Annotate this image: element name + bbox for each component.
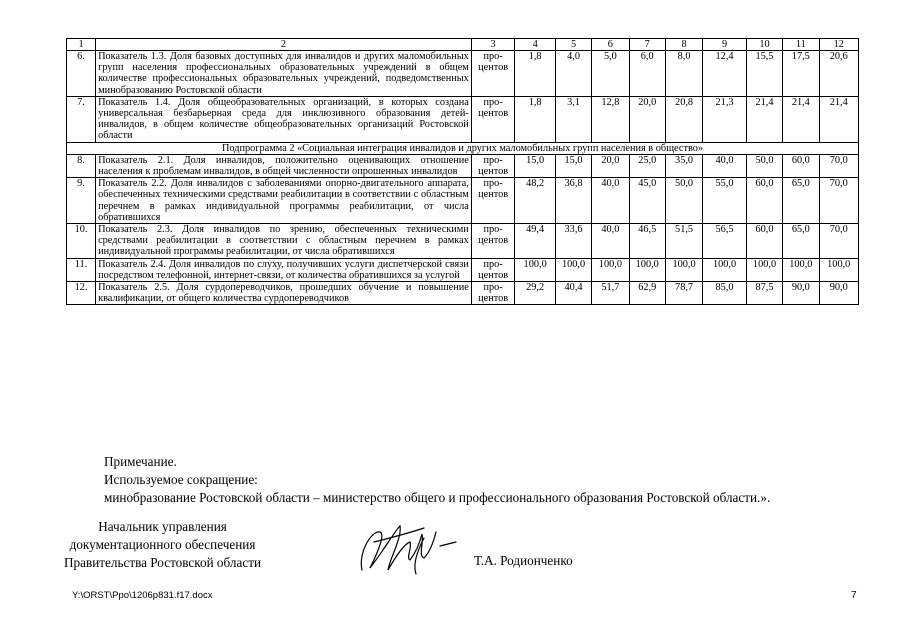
- row-number-cell: 7.: [67, 96, 96, 142]
- value-cell: 100,0: [629, 258, 665, 281]
- column-number-cell: 4: [515, 39, 555, 51]
- value-cell: 65,0: [783, 224, 819, 259]
- row-number-cell: 12.: [67, 282, 96, 305]
- indicator-text-cell: Показатель 2.3. Доля инвалидов по зрению, обеспеченных техническими средствами реабилитации в соответствии с областным перечнем в рамках индивидуальной программы реабилитации, от числа обратившихся: [96, 224, 472, 259]
- value-cell: 20,6: [819, 51, 859, 97]
- value-cell: 3,1: [555, 96, 591, 142]
- column-number-cell: 12: [819, 39, 859, 51]
- position-line-2: документационного обеспечения: [69, 537, 256, 552]
- value-cell: 8,0: [665, 51, 702, 97]
- column-number-cell: 11: [783, 39, 819, 51]
- indicators-table-container: [66, 38, 859, 305]
- value-cell: 48,2: [515, 178, 555, 224]
- value-cell: 100,0: [592, 258, 629, 281]
- value-cell: 12,8: [592, 96, 629, 142]
- value-cell: 100,0: [555, 258, 591, 281]
- value-cell: 100,0: [746, 258, 782, 281]
- unit-cell: про-центов: [471, 154, 515, 177]
- value-cell: 6,0: [629, 51, 665, 97]
- column-number-row: [67, 39, 859, 51]
- subprogram-title: Подпрограмма 2 «Социальная интеграция инвалидов и других маломобильных групп населения в общество»: [67, 142, 859, 154]
- value-cell: 100,0: [783, 258, 819, 281]
- column-number-cell: 9: [703, 39, 747, 51]
- value-cell: 56,5: [703, 224, 747, 259]
- value-cell: 25,0: [629, 154, 665, 177]
- value-cell: 40,0: [703, 154, 747, 177]
- column-number-cell: 1: [67, 39, 96, 51]
- value-cell: 45,0: [629, 178, 665, 224]
- value-cell: 90,0: [783, 282, 819, 305]
- unit-cell: про-центов: [471, 51, 515, 97]
- value-cell: 21,4: [783, 96, 819, 142]
- value-cell: 4,0: [555, 51, 591, 97]
- value-cell: 50,0: [665, 178, 702, 224]
- row-number-cell: 6.: [67, 51, 96, 97]
- abbreviation-heading: Используемое сокращение:: [104, 472, 258, 487]
- value-cell: 29,2: [515, 282, 555, 305]
- column-number-cell: 7: [629, 39, 665, 51]
- value-cell: 1,8: [515, 96, 555, 142]
- unit-cell: про-центов: [471, 178, 515, 224]
- column-number-cell: 3: [471, 39, 515, 51]
- value-cell: 62,9: [629, 282, 665, 305]
- value-cell: 46,5: [629, 224, 665, 259]
- footer-file-path: Y:\ORST\Ppo\1206p831.f17.docx: [72, 590, 213, 601]
- value-cell: 100,0: [665, 258, 702, 281]
- table-row: [67, 178, 859, 224]
- table-row: [67, 224, 859, 259]
- indicator-text-cell: Показатель 2.5. Доля сурдопереводчиков, прошедших обучение и повышение квалификации, от общего количества сурдопереводчиков: [96, 282, 472, 305]
- value-cell: 70,0: [819, 154, 859, 177]
- value-cell: 35,0: [665, 154, 702, 177]
- value-cell: 60,0: [783, 154, 819, 177]
- value-cell: 20,8: [665, 96, 702, 142]
- value-cell: 40,4: [555, 282, 591, 305]
- table-row: [67, 258, 859, 281]
- column-number-cell: 10: [746, 39, 782, 51]
- value-cell: 12,4: [703, 51, 747, 97]
- value-cell: 85,0: [703, 282, 747, 305]
- value-cell: 15,5: [746, 51, 782, 97]
- indicator-text-cell: Показатель 1.3. Доля базовых доступных для инвалидов и других маломобильных групп населения профессиональных образовательных учреждений в общем количестве профессиональных образовательных учреждений, подведомственных минобразованию Ростовской области: [96, 51, 472, 97]
- value-cell: 90,0: [819, 282, 859, 305]
- table-row: [67, 51, 859, 97]
- unit-cell: про-центов: [471, 224, 515, 259]
- indicator-text-cell: Показатель 2.2. Доля инвалидов с заболеваниями опорно-двигательного аппарата, обеспеченных техническими средствами реабилитации в соответствии с областным перечнем в рамках индивидуальной программы реабилитации, от числа обратившихся: [96, 178, 472, 224]
- value-cell: 60,0: [746, 224, 782, 259]
- column-number-cell: 8: [665, 39, 702, 51]
- value-cell: 51,7: [592, 282, 629, 305]
- value-cell: 15,0: [515, 154, 555, 177]
- value-cell: 40,0: [592, 178, 629, 224]
- indicators-table: [66, 38, 859, 305]
- value-cell: 65,0: [783, 178, 819, 224]
- column-number-cell: 5: [555, 39, 591, 51]
- value-cell: 20,0: [592, 154, 629, 177]
- table-row: [67, 282, 859, 305]
- value-cell: 70,0: [819, 224, 859, 259]
- handwritten-signature: [350, 512, 460, 582]
- indicator-text-cell: Показатель 1.4. Доля общеобразовательных организаций, в которых создана универсальная безбарьерная среда для инклюзивного образования детей-инвалидов, в общем количестве общеобразовательных организаций Ростовской области: [96, 96, 472, 142]
- value-cell: 20,0: [629, 96, 665, 142]
- table-row: [67, 96, 859, 142]
- value-cell: 40,0: [592, 224, 629, 259]
- value-cell: 21,3: [703, 96, 747, 142]
- row-number-cell: 10.: [67, 224, 96, 259]
- unit-cell: про-центов: [471, 96, 515, 142]
- indicator-text-cell: Показатель 2.1. Доля инвалидов, положительно оценивающих отношение населения к проблемам инвалидов, в общей численности опрошенных инвалидов: [96, 154, 472, 177]
- value-cell: 100,0: [819, 258, 859, 281]
- value-cell: 78,7: [665, 282, 702, 305]
- value-cell: 60,0: [746, 178, 782, 224]
- column-number-cell: 6: [592, 39, 629, 51]
- signatory-position: [64, 518, 261, 572]
- table-row: [67, 154, 859, 177]
- notes-section: [104, 453, 770, 507]
- position-line-1: Начальник управления: [98, 519, 227, 534]
- unit-cell: про-центов: [471, 282, 515, 305]
- row-number-cell: 8.: [67, 154, 96, 177]
- value-cell: 15,0: [555, 154, 591, 177]
- value-cell: 49,4: [515, 224, 555, 259]
- value-cell: 87,5: [746, 282, 782, 305]
- value-cell: 5,0: [592, 51, 629, 97]
- value-cell: 55,0: [703, 178, 747, 224]
- row-number-cell: 11.: [67, 258, 96, 281]
- position-line-3: Правительства Ростовской области: [64, 555, 262, 570]
- value-cell: 1,8: [515, 51, 555, 97]
- row-number-cell: 9.: [67, 178, 96, 224]
- notes-heading: Примечание.: [104, 454, 177, 469]
- value-cell: 21,4: [746, 96, 782, 142]
- value-cell: 100,0: [703, 258, 747, 281]
- value-cell: 70,0: [819, 178, 859, 224]
- indicator-text-cell: Показатель 2.4. Доля инвалидов по слуху, получивших услуги диспетчерской связи посредством телефонной, интернет-связи, от количества обратившихся за услугой: [96, 258, 472, 281]
- page-number: 7: [851, 590, 857, 601]
- value-cell: 51,5: [665, 224, 702, 259]
- subprogram-row: [67, 142, 859, 154]
- abbreviation-text: минобразование Ростовской области – министерство общего и профессионального образования Ростовской области.».: [104, 490, 771, 505]
- unit-cell: про-центов: [471, 258, 515, 281]
- value-cell: 33,6: [555, 224, 591, 259]
- value-cell: 50,0: [746, 154, 782, 177]
- value-cell: 17,5: [783, 51, 819, 97]
- value-cell: 21,4: [819, 96, 859, 142]
- signatory-name: Т.А. Родионченко: [474, 553, 573, 568]
- value-cell: 100,0: [515, 258, 555, 281]
- column-number-cell: 2: [96, 39, 472, 51]
- value-cell: 36,8: [555, 178, 591, 224]
